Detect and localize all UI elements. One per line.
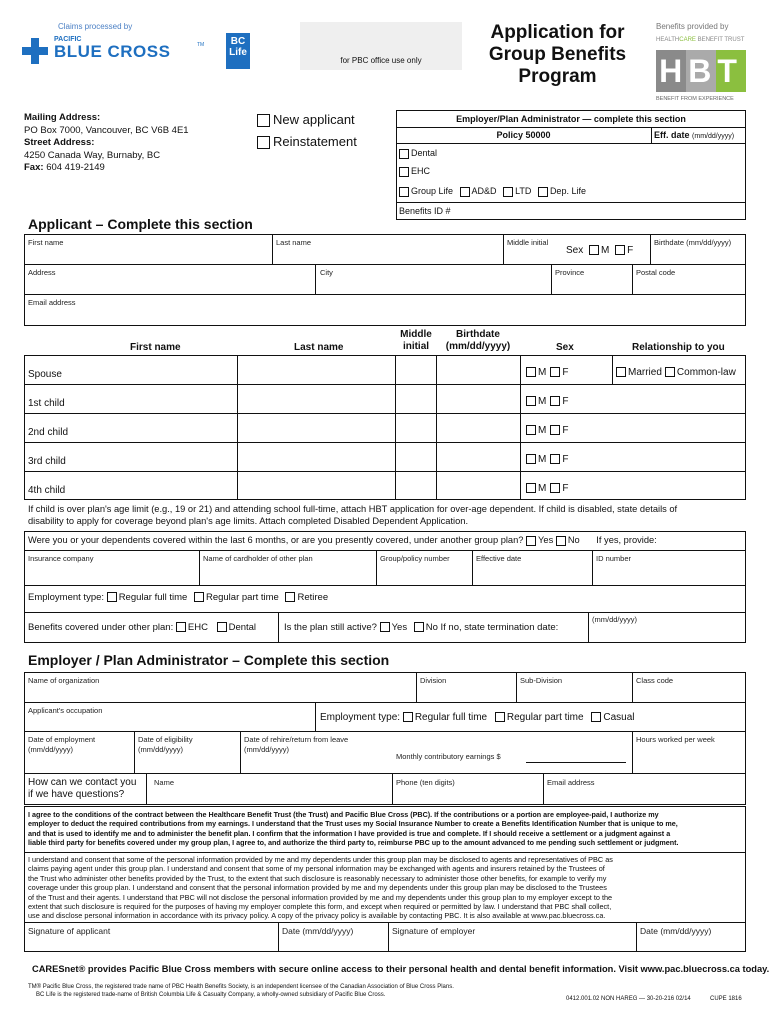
hbt-tagline: BENEFIT FROM EXPERIENCE <box>656 96 734 102</box>
street-value: 4250 Canada Way, Burnaby, BC <box>24 149 161 161</box>
cupe-code: CUPE 1816 <box>710 996 742 1002</box>
monthly-earnings-field[interactable]: Monthly contributory earnings $ <box>396 752 501 761</box>
other-full-time-checkbox[interactable] <box>107 592 117 602</box>
dep-sex-child-2: M F <box>526 425 568 436</box>
applicant-email[interactable]: Email address <box>28 298 76 307</box>
other-coverage-no-checkbox[interactable] <box>556 536 566 546</box>
division-field[interactable]: Division <box>420 676 447 685</box>
insurance-company-field[interactable]: Insurance company <box>28 554 94 563</box>
hbt-name-c: BENEFIT TRUST <box>695 37 745 43</box>
title-line-1: Application for <box>490 22 625 43</box>
applicant-box <box>24 234 746 326</box>
dep-row-child-4: 4th child <box>28 485 66 496</box>
emp-casual-checkbox[interactable] <box>591 712 601 722</box>
ehc-option[interactable]: EHC <box>399 166 430 177</box>
bc-life-logo <box>226 33 250 69</box>
pbc-tm-text: TM <box>197 42 205 48</box>
hbt-full-name <box>656 37 744 43</box>
plan-still-active: Is the plan still active? Yes No If no, state termination date: <box>284 622 559 633</box>
employer-date-field[interactable]: Date (mm/dd/yyyy) <box>640 926 712 936</box>
other-dental-checkbox[interactable] <box>217 622 227 632</box>
retiree-checkbox[interactable] <box>285 592 295 602</box>
hbt-logo-text: HBT <box>659 53 743 89</box>
applicant-section-title: Applicant – Complete this section <box>28 216 253 232</box>
contact-question: How can we contact you if we have questions? <box>28 777 137 800</box>
date-rehire-field[interactable]: Date of rehire/return from leave (mm/dd/yyyy) <box>244 735 349 754</box>
bc-life-text: BC Life <box>229 36 247 58</box>
dep-header-relationship: Relationship to you <box>632 342 725 353</box>
dep-row-child-1: 1st child <box>28 398 65 409</box>
applicant-signature-field[interactable]: Signature of applicant <box>28 926 111 936</box>
dep-header-birthdate: Birthdate (mm/dd/yyyy) <box>445 329 511 352</box>
contact-name-field[interactable]: Name <box>154 778 175 787</box>
dep-life-option[interactable]: Dep. Life <box>538 186 586 196</box>
mailing-label: Mailing Address: <box>24 112 101 123</box>
coverage-options <box>399 186 586 197</box>
applicant-birthdate[interactable]: Birthdate (mm/dd/yyyy) <box>654 238 732 247</box>
other-ehc-checkbox[interactable] <box>176 622 186 632</box>
dep-sex-child-3: M F <box>526 454 568 465</box>
employer-section-title: Employer / Plan Administrator – Complete this section <box>28 652 390 668</box>
ehc-checkbox[interactable] <box>399 167 409 177</box>
dental-option[interactable]: Dental <box>399 148 437 159</box>
new-applicant-checkbox[interactable] <box>257 114 270 127</box>
reinstatement-option[interactable] <box>257 134 357 149</box>
trademark-notes: TM® Pacific Blue Cross, the registered trade name of PBC Health Benefits Society, is an independent licensee of the Canadian Association of Blue Cross Plans. BC Life is the registered trade-name of British Columbia Life & Casualty Company, a wholly-owned subsidiary of Pacific Blue Cross. <box>28 984 454 998</box>
other-benefits-covered: Benefits covered under other plan: EHC Dental <box>28 622 257 633</box>
dep-sex-child-4: M F <box>526 483 568 494</box>
dep-header-last-name: Last name <box>294 342 344 353</box>
hbt-name-a: HEALTH <box>656 37 680 43</box>
date-eligibility-field[interactable]: Date of eligibility (mm/dd/yyyy) <box>138 735 193 754</box>
reinstatement-label: Reinstatement <box>273 134 357 149</box>
blue-cross-icon <box>22 38 48 64</box>
org-name-field[interactable]: Name of organization <box>28 676 100 685</box>
applicant-sex: Sex M F <box>566 245 634 256</box>
common-law-checkbox[interactable] <box>665 367 675 377</box>
contact-email-field[interactable]: Email address <box>547 778 595 787</box>
applicant-date-field[interactable]: Date (mm/dd/yyyy) <box>282 926 354 936</box>
applicant-first-name[interactable]: First name <box>28 238 64 247</box>
occupation-field[interactable]: Applicant's occupation <box>28 706 103 715</box>
dep-header-first-name: First name <box>130 342 181 353</box>
applicant-city[interactable]: City <box>320 268 333 277</box>
dep-header-middle-initial: Middle initial <box>400 329 432 352</box>
policy-number: Policy 50000 <box>496 130 551 140</box>
group-policy-field[interactable]: Group/policy number <box>380 554 450 563</box>
dep-sex-spouse: M F <box>526 367 568 378</box>
page-title <box>470 22 645 88</box>
street-label: Street Address: <box>24 137 95 148</box>
dep-row-child-2: 2nd child <box>28 427 69 438</box>
office-use-label: for PBC office use only <box>340 56 422 65</box>
add-option[interactable]: AD&D <box>460 186 497 196</box>
mailing-block <box>24 112 189 175</box>
married-checkbox[interactable] <box>616 367 626 377</box>
employer-admin-title: Employer/Plan Administrator — complete this section <box>456 114 686 124</box>
hours-worked-field[interactable]: Hours worked per week <box>636 735 715 744</box>
applicant-address[interactable]: Address <box>28 268 56 277</box>
new-applicant-label: New applicant <box>273 112 355 127</box>
pbc-bluecross-text: BLUE CROSS <box>54 42 171 61</box>
dep-header-sex: Sex <box>556 342 574 353</box>
mailing-value: PO Box 7000, Vancouver, BC V6B 4E1 <box>24 124 189 136</box>
subdivision-field[interactable]: Sub-Division <box>520 676 563 685</box>
other-coverage-yes-checkbox[interactable] <box>526 536 536 546</box>
applicant-sex-m-checkbox[interactable] <box>589 245 599 255</box>
class-code-field[interactable]: Class code <box>636 676 674 685</box>
dep-row-spouse: Spouse <box>28 369 62 380</box>
id-number-field[interactable]: ID number <box>596 554 632 563</box>
applicant-postal-code[interactable]: Postal code <box>636 268 676 277</box>
other-coverage-question: Were you or your dependents covered within the last 6 months, or are you presently covered, under another group plan? Yes No If yes, provide: <box>28 535 657 545</box>
dep-sex-child-1: M F <box>526 396 568 407</box>
still-active-no-checkbox[interactable] <box>414 622 424 632</box>
benefits-id-label[interactable]: Benefits ID # <box>399 206 451 216</box>
emp-full-time-checkbox[interactable] <box>403 712 413 722</box>
termination-date-field[interactable]: (mm/dd/yyyy) <box>592 615 637 624</box>
title-line-3: Program <box>518 66 597 87</box>
new-applicant-option[interactable] <box>257 112 355 127</box>
title-line-2: Group Benefits <box>488 44 627 65</box>
cardholder-field[interactable]: Name of cardholder of other plan <box>203 554 313 563</box>
emp-part-time-checkbox[interactable] <box>495 712 505 722</box>
dep-row-child-3: 3rd child <box>28 456 66 467</box>
benefits-provided-by-label: Benefits provided by <box>656 22 729 31</box>
agreement-paragraph: I agree to the conditions of the contract between the Healthcare Benefit Trust (the Trust) and Pacific Blue Cross (PBC). If the contributions or a portion are employee-paid, I authorize my employer to deduct the required contributions from my earnings. I understand that the Trust uses my Social Insurance Number to create a Benefits Identification Number that is unique to me, and that is used to identify me and to administer the benefit plan. I confirm that the information I have provided is true and complete. If I should receive a settlement or a judgment against a liable third party for benefits covered under my group plan, I agree to, and authorize the third party to, reimburse PBC up to the amount advanced to me pending such settlement or judgment. <box>28 810 679 848</box>
contact-phone-field[interactable]: Phone (ten digits) <box>396 778 455 787</box>
pbc-pacific-text: PACIFIC <box>54 36 82 43</box>
date-employment-field[interactable]: Date of employment (mm/dd/yyyy) <box>28 735 96 754</box>
employer-employment-type: Employment type: Regular full time Regular part time Casual <box>320 712 635 723</box>
employer-signature-field[interactable]: Signature of employer <box>392 926 476 936</box>
effective-date-field[interactable]: Effective date <box>476 554 522 563</box>
hbt-logo <box>656 50 746 92</box>
fax-label: Fax: <box>24 162 44 173</box>
applicant-middle-initial[interactable]: Middle initial <box>507 238 549 247</box>
other-employment-type: Employment type: Regular full time Regular part time Retiree <box>28 592 329 603</box>
reinstatement-checkbox[interactable] <box>257 136 270 149</box>
dental-checkbox[interactable] <box>399 149 409 159</box>
other-part-time-checkbox[interactable] <box>194 592 204 602</box>
group-life-option[interactable]: Group Life <box>399 186 453 196</box>
office-use-box <box>300 22 462 70</box>
still-active-yes-checkbox[interactable] <box>380 622 390 632</box>
claims-processed-by-label: Claims processed by <box>58 22 133 31</box>
applicant-last-name[interactable]: Last name <box>276 238 312 247</box>
spouse-relationship: Married Common-law <box>616 367 736 378</box>
fax-value: 604 419-2149 <box>46 162 105 173</box>
hbt-name-b: CARE <box>679 37 696 43</box>
privacy-paragraph: I understand and consent that some of the personal information provided by me and my dependents under this group plan may be disclosed to agents and representatives of PBC as claims paying agent under this group plan. I understand and consent that some of my personal information may be exchanged with agents and insurers retained by the Trustees of the Trust who administer other benefits provided by the Trust, to the extent that such disclosure is reasonably necessary to administer those other benefits, for example to verify my coverage under this group plan. I understand and consent that the personal information provided by me and my dependents under this group plan may be disclosed to the Trustees of the Trust and their agents. I understand that PBC will not disclose the personal information provided by me and my dependents under this group plan to my employer except to the extent that such disclosure is required for the purposes of having my employer complete this form, and except when required or permitted by law. I understand that PBC shall collect, use and disclose personal information in accordance with its privacy policy. A copy of the privacy policy is available by contacting PBC. It is also available at www.pac.bluecross.ca. <box>28 855 613 921</box>
form-code: 0412.001.02 NON HAREG — 30-20-216 02/14 <box>566 996 691 1002</box>
applicant-province[interactable]: Province <box>555 268 585 277</box>
applicant-sex-f-checkbox[interactable] <box>615 245 625 255</box>
ltd-option[interactable]: LTD <box>503 186 531 196</box>
caresnet-note: CARESnet® provides Pacific Blue Cross members with secure online access to their personal health and dental benefit information. Visit www.pac.bluecross.ca today. <box>32 964 770 974</box>
over-age-note: If child is over plan's age limit (e.g., 19 or 21) and attending school full-time, attach HBT application for over-age dependent. If child is disabled, state details of disability to apply for coverage beyond plan's age limits. Attach completed Disabled Dependent Application. <box>28 504 678 526</box>
pacific-blue-cross-logo <box>22 36 222 66</box>
eff-date-label[interactable]: Eff. date (mm/dd/yyyy) <box>654 130 735 140</box>
